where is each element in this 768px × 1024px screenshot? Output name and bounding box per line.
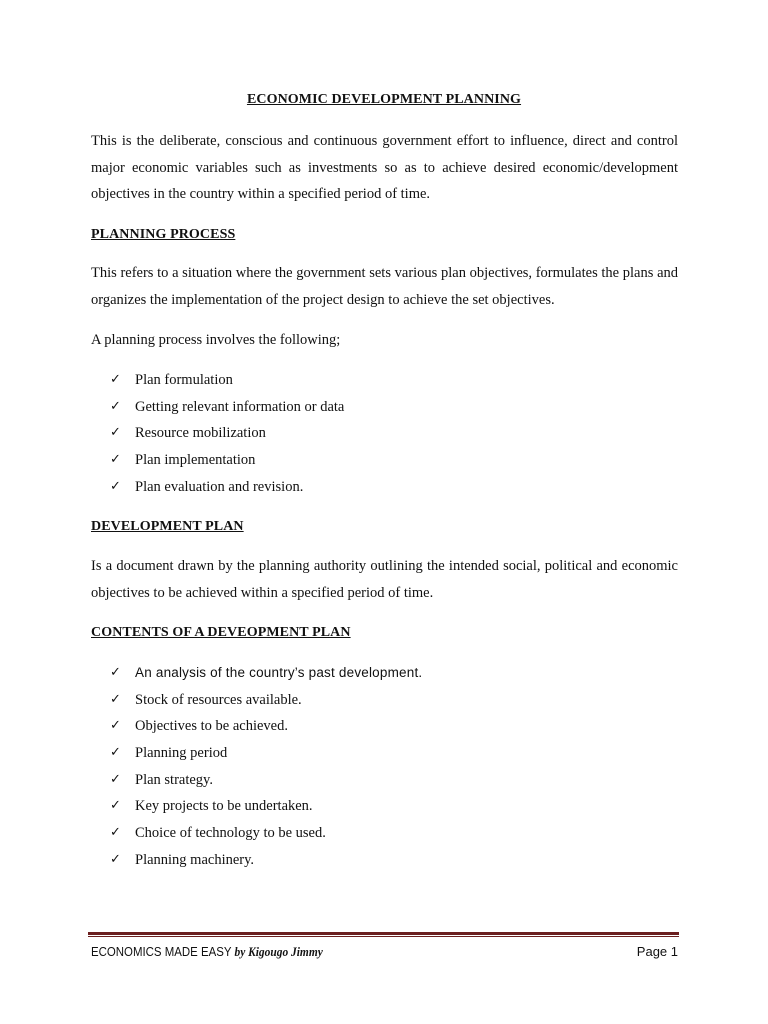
list-item: ✓ Resource mobilization (110, 420, 344, 447)
footer-divider (88, 932, 679, 937)
list-item: ✓ Objectives to be achieved. (110, 713, 422, 740)
page-number: Page 1 (636, 944, 678, 959)
list-item: ✓ Plan evaluation and revision. (110, 474, 344, 501)
list-item: ✓ Planning machinery. (110, 847, 422, 874)
footer-author: by Kigougo Jimmy (234, 944, 323, 959)
planning-process-heading: PLANNING PROCESS (91, 227, 236, 242)
list-item: ✓ An analysis of the country’s past development. (110, 660, 422, 687)
contents-list (110, 660, 422, 874)
check-mark-icon: ✓ (110, 478, 121, 494)
list-item: ✓ Plan implementation (110, 447, 344, 474)
list-item: ✓ Planning period (110, 740, 422, 767)
check-mark-icon: ✓ (110, 798, 121, 814)
development-plan-heading: DEVELOPMENT PLAN (91, 519, 244, 534)
planning-process-list (110, 367, 344, 500)
footer-title-text: ECONOMICS MADE EASY (91, 944, 232, 959)
intro-paragraph: This is the deliberate, conscious and continuous government effort to influence, direct and control major economic variables such as investments so as to achieve desired economic/development objectives in the country within a specified period of time. (91, 133, 678, 202)
list-item: ✓ Choice of technology to be used. (110, 820, 422, 847)
check-mark-icon: ✓ (110, 718, 121, 734)
list-item: ✓ Getting relevant information or data (110, 394, 344, 421)
check-mark-icon: ✓ (110, 372, 121, 387)
check-mark-icon: ✓ (110, 452, 121, 468)
check-mark-icon: ✓ (110, 771, 121, 787)
planning-process-paragraph: This refers to a situation where the government sets various plan objectives, formulates the plans and organizes the implementation of the project design to achieve the set objectives. (91, 265, 678, 308)
development-plan-paragraph: Is a document drawn by the planning authority outlining the intended social, political and economic objectives to be achieved within a specified period of time. (91, 558, 678, 601)
footer-book-title (91, 944, 323, 960)
contents-heading: CONTENTS OF A DEVEOPMENT PLAN (91, 625, 351, 640)
check-mark-icon: ✓ (110, 745, 121, 761)
list-item: ✓ Plan formulation (110, 367, 344, 394)
check-mark-icon: ✓ (110, 691, 121, 707)
check-mark-icon: ✓ (110, 398, 121, 414)
check-mark-icon: ✓ (110, 851, 121, 867)
planning-process-lead: A planning process involves the following; (91, 332, 341, 348)
check-mark-icon: ✓ (110, 825, 121, 841)
list-item: ✓ Stock of resources available. (110, 687, 422, 714)
check-mark-icon: ✓ (110, 665, 122, 680)
list-item: ✓ Key projects to be undertaken. (110, 793, 422, 820)
list-item: ✓ Plan strategy. (110, 767, 422, 794)
page-title: ECONOMIC DEVELOPMENT PLANNING (246, 92, 522, 107)
check-mark-icon: ✓ (110, 425, 121, 441)
